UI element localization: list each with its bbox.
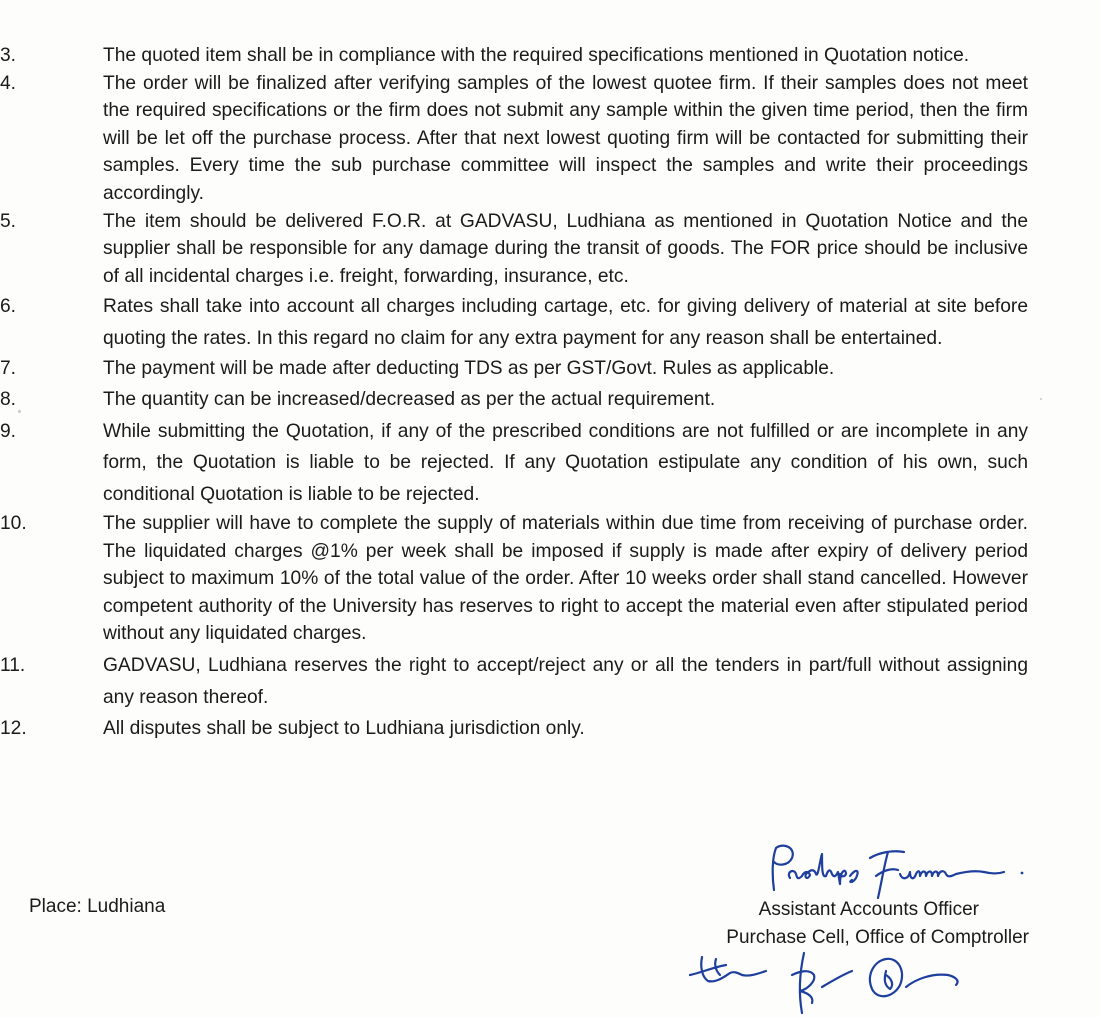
term-9 <box>0 416 1028 511</box>
term-number: 5. <box>0 210 17 232</box>
term-5 <box>0 208 1028 291</box>
term-10 <box>0 510 1028 648</box>
designation <box>680 896 1029 952</box>
term-12 <box>0 715 1028 743</box>
place-label: Place: Ludhiana <box>29 896 166 917</box>
term-text: The item should be delivered F.O.R. at GADVASU, Ludhiana as mentioned in Quotation Notice and the supplier shall be responsible for any damage during the transit of goods. The FOR price should be inclusive of all incidental charges i.e. freight, forwarding, insurance, etc. <box>103 210 1028 287</box>
term-text: GADVASU, Ludhiana reserves the right to accept/reject any or all the tenders in part/full without assigning any reason thereof. <box>103 655 1028 708</box>
term-number: 6. <box>0 296 17 318</box>
scan-speck <box>18 410 21 413</box>
handwritten-initials <box>680 945 980 1017</box>
term-number: 12. <box>0 718 27 739</box>
handwritten-signature <box>760 840 1050 900</box>
term-text: All disputes shall be subject to Ludhiana jurisdiction only. <box>103 718 585 739</box>
term-number: 11. <box>0 655 26 676</box>
term-text: While submitting the Quotation, if any of the prescribed conditions are not fulfilled or are incomplete in any form, the Quotation is liable to be rejected. If any Quotation estipulate any condition of his own, such conditional Quotation is liable to be rejected. <box>103 420 1028 505</box>
term-11 <box>0 650 1028 713</box>
term-4 <box>0 70 1028 208</box>
term-8 <box>0 386 1028 414</box>
term-6 <box>0 291 1028 354</box>
office-name: Purchase Cell, Office of Comptroller <box>726 927 1029 948</box>
term-text: The payment will be made after deducting TDS as per GST/Govt. Rules as applicable. <box>103 358 835 380</box>
term-number: 8. <box>0 388 17 410</box>
term-text: Rates shall take into account all charges including cartage, etc. for giving delivery of material at site before quoting the rates. In this regard no claim for any extra payment for any reason shall be entertained. <box>103 296 1028 349</box>
scan-speck <box>1040 398 1042 400</box>
term-text: The quantity can be increased/decreased as per the actual requirement. <box>103 388 716 410</box>
officer-title: Assistant Accounts Officer <box>758 899 979 920</box>
term-7 <box>0 355 1028 383</box>
term-3 <box>0 42 1028 70</box>
term-text: The quoted item shall be in compliance with the required specifications mentioned in Quotation notice. <box>103 45 970 66</box>
term-number: 9. <box>0 420 17 442</box>
term-text: The order will be finalized after verifying samples of the lowest quotee firm. If their samples does not meet the required specifications or the firm does not submit any sample within the given time period, then the firm will be let off the purchase process. After that next lowest quoting firm will be contacted for submitting their samples. Every time the sub purchase committee will inspect the samples and write their proceedings accordingly. <box>103 72 1028 204</box>
term-number: 7. <box>0 358 17 380</box>
term-text: The supplier will have to complete the supply of materials within due time from receiving of purchase order. The liquidated charges @1% per week shall be imposed if supply is made after expiry of delivery period subject to maximum 10% of the total value of the order. After 10 weeks order shall stand cancelled. However competent authority of the University has reserves to right to accept the material even after stipulated period without any liquidated charges. <box>103 513 1028 645</box>
term-number: 10. <box>0 513 27 535</box>
term-number: 3. <box>0 45 17 66</box>
signature-block <box>680 840 1040 1017</box>
term-number: 4. <box>0 72 17 94</box>
terms-list <box>0 42 1100 743</box>
